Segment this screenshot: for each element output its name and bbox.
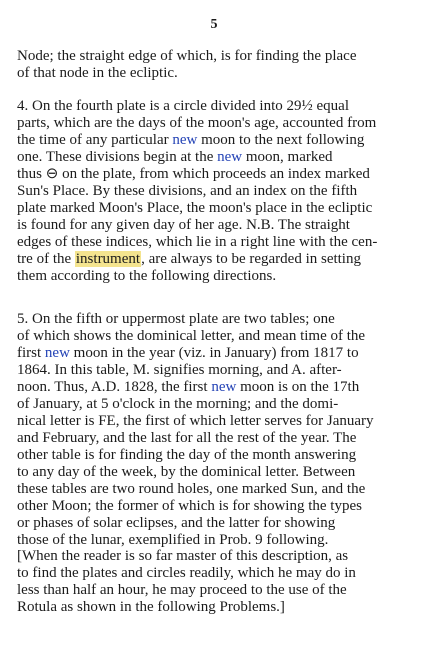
paragraph-line bbox=[17, 498, 405, 515]
paragraph-line bbox=[17, 149, 405, 166]
text-run: and February, and the last for all the rest of the year. The bbox=[17, 430, 357, 446]
paragraph-line bbox=[17, 599, 405, 616]
text-run: plate marked Moon's Place, the moon's place in the ecliptic bbox=[17, 200, 373, 216]
text-run: tre of the bbox=[17, 251, 75, 267]
paragraph-line bbox=[17, 311, 405, 328]
text-run: parts, which are the days of the moon's age, accounted from bbox=[17, 115, 377, 131]
text-run: Sun's Place. By these divisions, and an index on the fifth bbox=[17, 183, 358, 199]
highlighted-word: new bbox=[172, 132, 198, 148]
text-run: Rotula as shown in the following Problems.] bbox=[17, 599, 285, 615]
text-run: thus ⊖ on the plate, from which proceeds an index marked bbox=[17, 166, 370, 182]
paragraph-line bbox=[17, 532, 405, 549]
paragraph-line bbox=[17, 234, 405, 251]
text-run: moon in the year (viz. in January) from 1817 to bbox=[69, 345, 359, 361]
paragraph-line bbox=[17, 548, 405, 565]
highlighted-word: new bbox=[217, 149, 243, 165]
paragraph-line bbox=[17, 413, 405, 430]
text-run: less than half an hour, he may proceed to the use of the bbox=[17, 582, 347, 598]
paragraph-line bbox=[17, 345, 405, 362]
text-run: or phases of solar eclipses, and the latter for showing bbox=[17, 515, 336, 531]
paragraph-line bbox=[17, 582, 405, 599]
highlighted-word: instrument bbox=[75, 251, 141, 267]
paragraph-line bbox=[17, 200, 405, 217]
text-run: 5. On the fifth or uppermost plate are two tables; one bbox=[17, 311, 335, 327]
text-run: them according to the following directions. bbox=[17, 268, 277, 284]
paragraph-line bbox=[17, 251, 405, 268]
paragraph-2 bbox=[17, 98, 405, 285]
paragraph-line bbox=[17, 481, 405, 498]
text-run: moon is on the 17th bbox=[236, 379, 360, 395]
text-run: first bbox=[17, 345, 45, 361]
text-run: those of the lunar, exemplified in Prob. 9 following. bbox=[17, 532, 329, 548]
paragraph-line bbox=[17, 166, 405, 183]
text-run: 1864. In this table, M. signifies morning, and A. after- bbox=[17, 362, 342, 378]
paragraph-line bbox=[17, 464, 405, 481]
text-run: other table is for finding the day of the month answering bbox=[17, 447, 357, 463]
highlighted-word: new bbox=[44, 345, 70, 361]
page-number: 5 bbox=[210, 17, 218, 32]
paragraph-line bbox=[17, 217, 405, 234]
paragraph-line bbox=[17, 65, 405, 82]
text-run: 4. On the fourth plate is a circle divided into 29½ equal bbox=[17, 98, 349, 114]
highlighted-word: new bbox=[211, 379, 237, 395]
paragraph-line bbox=[17, 515, 405, 532]
text-run: to find the plates and circles readily, which he may do in bbox=[17, 565, 356, 581]
text-run: moon, marked bbox=[242, 149, 333, 165]
paragraph-1 bbox=[17, 48, 405, 82]
paragraph-line bbox=[17, 183, 405, 200]
text-run: Node; the straight edge of which, is for finding the place bbox=[17, 48, 357, 64]
text-run: is found for any given day of her age. N.B. The straight bbox=[17, 217, 350, 233]
text-run: of January, at 5 o'clock in the morning; and the domi- bbox=[17, 396, 339, 412]
paragraph-line bbox=[17, 48, 405, 65]
text-run: one. These divisions begin at the bbox=[17, 149, 218, 165]
paragraph-line bbox=[17, 328, 405, 345]
paragraph-3 bbox=[17, 311, 405, 549]
text-run: noon. Thus, A.D. 1828, the first bbox=[17, 379, 212, 395]
text-run: moon to the next following bbox=[197, 132, 365, 148]
text-run: to any day of the week, by the dominical letter. Between bbox=[17, 464, 356, 480]
paragraph-line bbox=[17, 98, 405, 115]
text-run: of which shows the dominical letter, and mean time of the bbox=[17, 328, 366, 344]
paragraph-line bbox=[17, 565, 405, 582]
paragraph-line bbox=[17, 362, 405, 379]
text-run: these tables are two round holes, one marked Sun, and the bbox=[17, 481, 366, 497]
text-run: other Moon; the former of which is for showing the types bbox=[17, 498, 362, 514]
paragraph-line bbox=[17, 447, 405, 464]
paragraph-4 bbox=[17, 548, 405, 616]
text-run: edges of these indices, which lie in a right line with the cen- bbox=[17, 234, 378, 250]
text-run: nical letter is FE, the first of which letter serves for January bbox=[17, 413, 374, 429]
paragraph-line bbox=[17, 132, 405, 149]
text-run: [When the reader is so far master of this description, as bbox=[17, 548, 349, 564]
paragraph-line bbox=[17, 430, 405, 447]
paragraph-line bbox=[17, 379, 405, 396]
paragraph-line bbox=[17, 115, 405, 132]
text-run: of that node in the ecliptic. bbox=[17, 65, 178, 81]
paragraph-line bbox=[17, 396, 405, 413]
text-run: the time of any particular bbox=[17, 132, 173, 148]
text-run: , are always to be regarded in setting bbox=[141, 251, 361, 267]
paragraph-line bbox=[17, 268, 405, 285]
